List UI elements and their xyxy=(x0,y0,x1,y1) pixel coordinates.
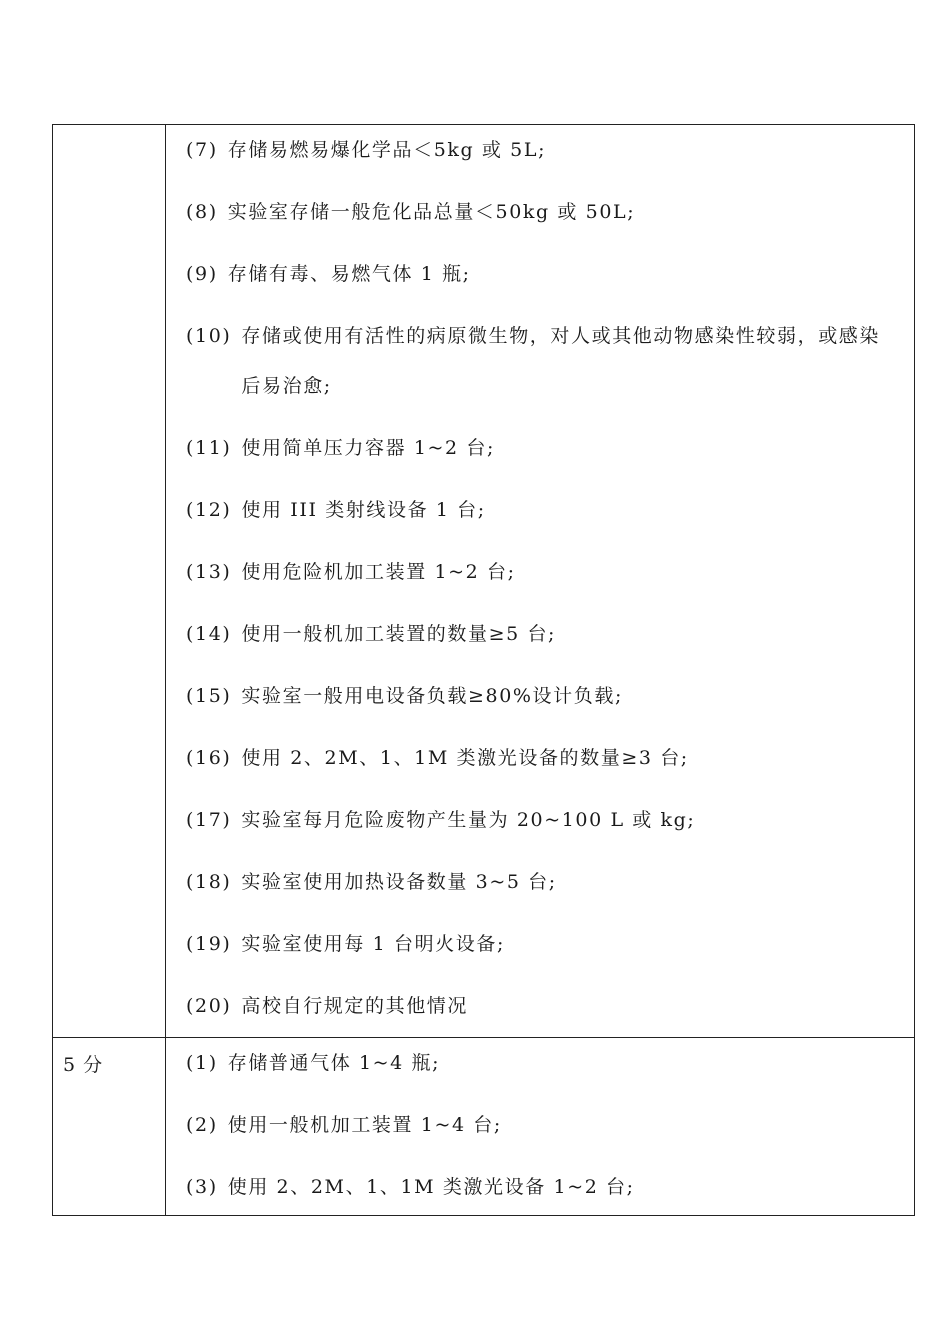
criteria-list xyxy=(166,125,914,1037)
item-text: 存储易燃易爆化学品＜5kg 或 5L; xyxy=(227,139,547,161)
list-item xyxy=(186,807,900,833)
item-number: (10) xyxy=(186,325,232,347)
item-text: 存储普通气体 1~4 瓶; xyxy=(227,1052,441,1074)
item-text: 使用 2、2M、1、1M 类激光设备的数量≥3 台; xyxy=(241,747,689,769)
score-cell xyxy=(53,1038,166,1216)
item-text: 存储有毒、易燃气体 1 瓶; xyxy=(227,263,471,285)
list-item xyxy=(186,745,900,771)
item-text: 使用 2、2M、1、1M 类激光设备 1~2 台; xyxy=(227,1176,635,1198)
hazard-score-table xyxy=(52,124,915,1216)
item-number: (2) xyxy=(186,1114,218,1136)
list-item xyxy=(186,435,900,461)
item-text: 使用危险机加工装置 1~2 台; xyxy=(241,561,516,583)
item-text: 使用一般机加工装置 1~4 台; xyxy=(227,1114,502,1136)
score-label xyxy=(53,125,165,139)
list-item xyxy=(186,683,900,709)
list-item xyxy=(186,993,900,1019)
list-item xyxy=(186,931,900,957)
item-number: (16) xyxy=(186,747,232,769)
item-text: 使用 III 类射线设备 1 台; xyxy=(241,499,486,521)
list-item xyxy=(186,869,900,895)
criteria-cell xyxy=(166,125,915,1038)
table-body xyxy=(53,125,915,1216)
item-text: 实验室存储一般危化品总量＜50kg 或 50L; xyxy=(227,201,636,223)
list-item xyxy=(186,1050,900,1076)
list-item xyxy=(186,559,900,585)
list-item xyxy=(186,137,900,163)
item-number: (17) xyxy=(186,809,232,831)
table-row xyxy=(53,1038,915,1216)
item-number: (13) xyxy=(186,561,232,583)
item-number: (12) xyxy=(186,499,232,521)
item-number: (3) xyxy=(186,1176,218,1198)
item-number: (7) xyxy=(186,139,218,161)
list-item xyxy=(186,261,900,287)
item-text: 使用简单压力容器 1~2 台; xyxy=(241,437,495,459)
item-number: (1) xyxy=(186,1052,218,1074)
item-number: (11) xyxy=(186,437,232,459)
list-item xyxy=(186,323,900,399)
criteria-cell xyxy=(166,1038,915,1216)
list-item xyxy=(186,1174,900,1200)
score-label: 5 分 xyxy=(63,1054,104,1076)
criteria-list xyxy=(166,1038,914,1215)
item-text: 实验室每月危险废物产生量为 20~100 L 或 kg; xyxy=(241,809,696,831)
item-text: 高校自行规定的其他情况 xyxy=(241,995,469,1017)
item-text: 实验室使用每 1 台明火设备; xyxy=(241,933,505,955)
list-item xyxy=(186,621,900,647)
item-number: (15) xyxy=(186,685,232,707)
item-number: (9) xyxy=(186,263,218,285)
item-number: (18) xyxy=(186,871,232,893)
item-number: (8) xyxy=(186,201,218,223)
item-number: (14) xyxy=(186,623,232,645)
list-item xyxy=(186,199,900,225)
item-number: (19) xyxy=(186,933,232,955)
item-number: (20) xyxy=(186,995,232,1017)
list-item xyxy=(186,1112,900,1138)
item-text: 实验室使用加热设备数量 3~5 台; xyxy=(241,871,557,893)
item-text: 使用一般机加工装置的数量≥5 台; xyxy=(241,623,557,645)
score-cell xyxy=(53,125,166,1038)
item-text: 实验室一般用电设备负载≥80%设计负载; xyxy=(241,685,623,707)
item-text: 存储或使用有活性的病原微生物，对人或其他动物感染性较弱，或感染后易治愈; xyxy=(241,325,881,397)
table-row xyxy=(53,125,915,1038)
list-item xyxy=(186,497,900,523)
